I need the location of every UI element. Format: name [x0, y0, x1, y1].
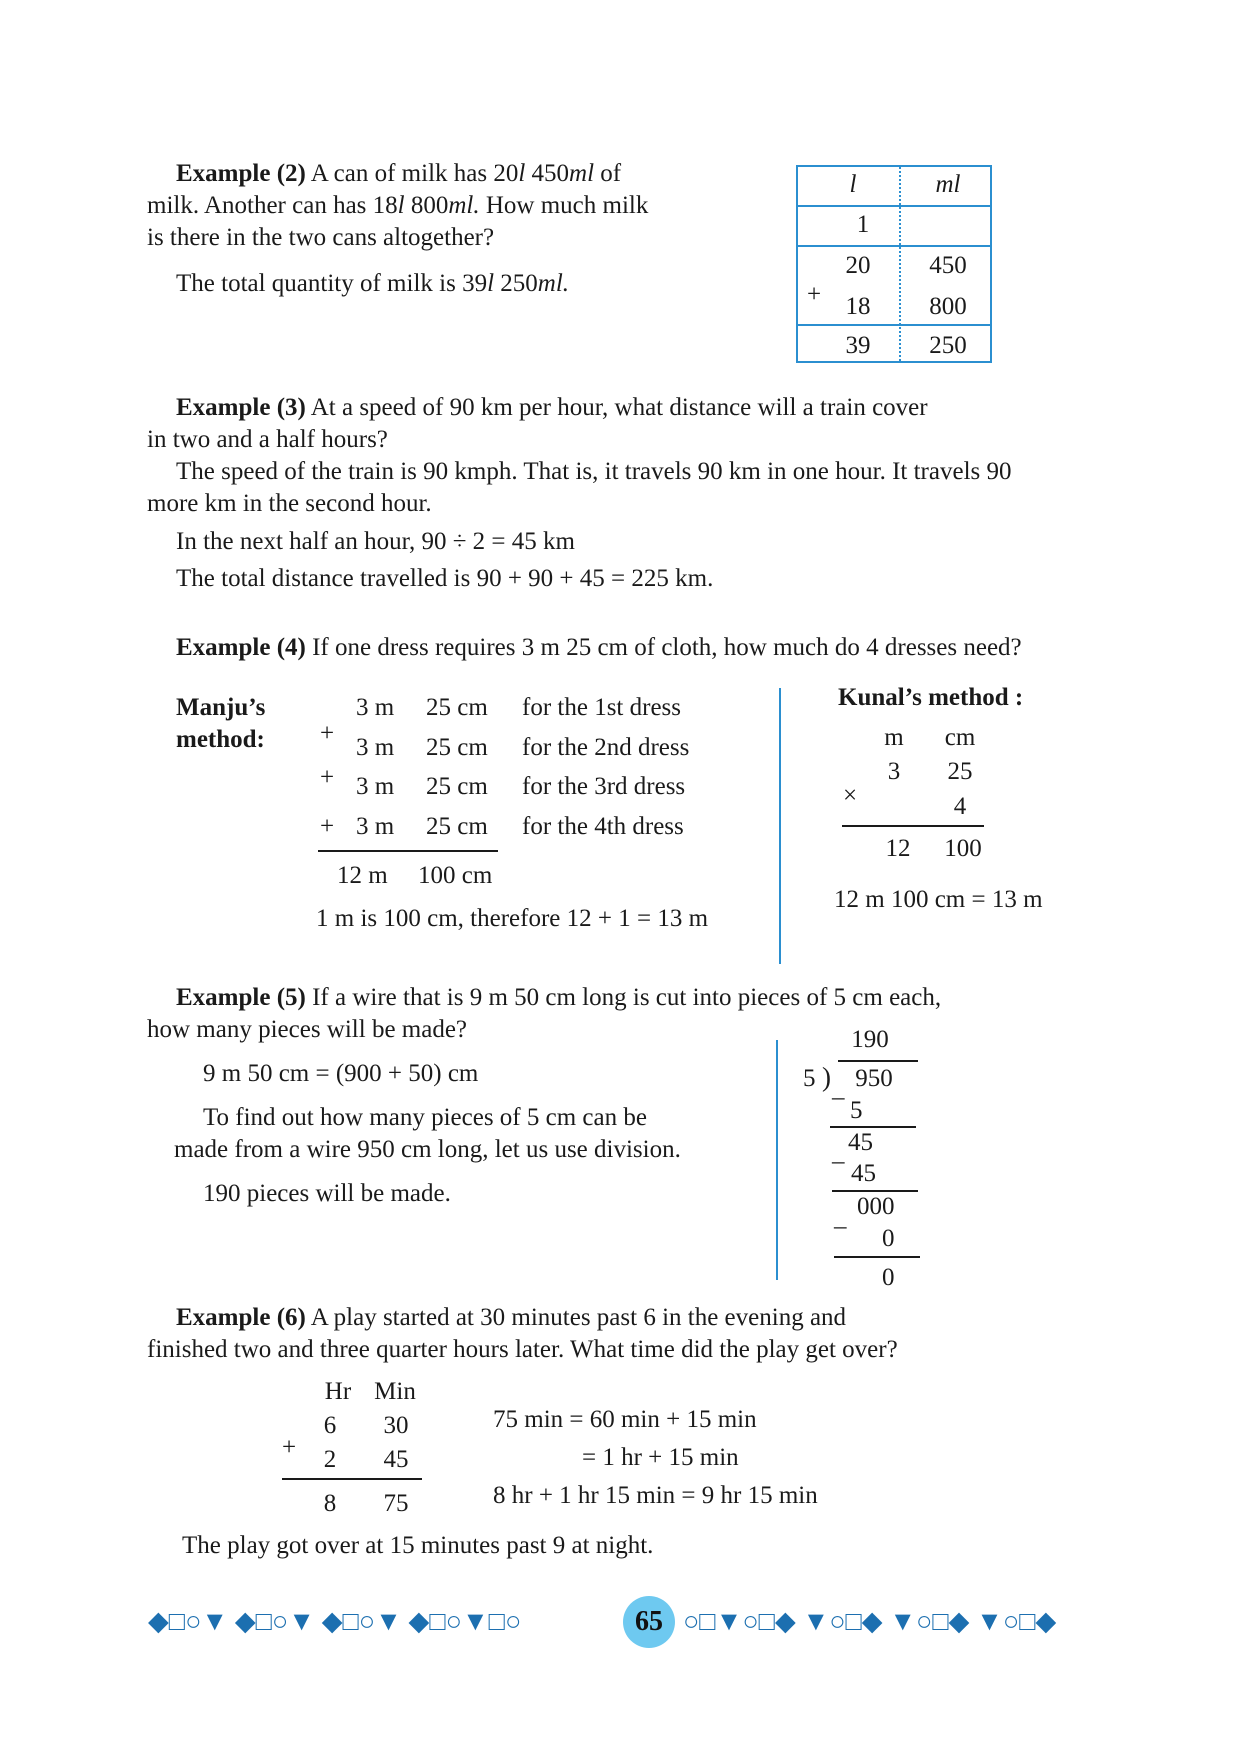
time-sum-line — [282, 1478, 422, 1480]
page-number: 65 — [623, 1596, 675, 1648]
example-6-label: Example (6) — [176, 1304, 306, 1331]
manju-sign: + — [320, 813, 335, 840]
time-head-hr: Hr — [324, 1378, 352, 1405]
time-head-min: Min — [374, 1378, 416, 1405]
kunal-times-sign: × — [843, 782, 858, 809]
manju-sum-line — [318, 850, 498, 852]
example-4-question: Example (4) If one dress requires 3 m 25 cm of cloth, how much do 4 dresses need? — [176, 634, 1022, 661]
manju-centimetres: 25 cm — [426, 734, 488, 761]
minus-sign: – — [832, 1084, 845, 1111]
kunal-product-line — [842, 825, 984, 827]
manju-centimetres: 25 cm — [426, 694, 488, 721]
kunal-multiplier: 4 — [953, 793, 967, 820]
division-step: 5 — [850, 1097, 863, 1124]
table-row-divider — [798, 324, 990, 326]
example-6-line-2: finished two and three quarter hours later. What time did the play get over? — [147, 1336, 898, 1363]
division-remainder: 000 — [857, 1193, 895, 1220]
kunal-result-centimetres: 100 — [944, 835, 982, 862]
example-5-line-6: 190 pieces will be made. — [203, 1180, 451, 1207]
example-5-line-1: Example (5) If a wire that is 9 m 50 cm long is cut into pieces of 5 cm each, — [176, 984, 942, 1011]
division-dividend: 950 — [855, 1065, 893, 1092]
example-2-answer: The total quantity of milk is 39l 250ml. — [176, 270, 570, 297]
kunal-method-label: Kunal’s method : — [838, 684, 1024, 711]
manju-description: for the 2nd dress — [522, 734, 690, 761]
division-bar — [838, 1060, 918, 1062]
kunal-metres: 3 — [887, 758, 901, 785]
method-divider — [779, 688, 781, 964]
table-cell: 18 — [845, 293, 871, 320]
example-2-line-2: milk. Another can has 18l 800ml. How much milk — [147, 192, 649, 219]
example-3-line-2: in two and a half hours? — [147, 426, 388, 453]
kunal-centimetres: 25 — [947, 758, 973, 785]
division-divisor: 5 — [803, 1065, 816, 1092]
time-calc-line-3: 8 hr + 1 hr 15 min = 9 hr 15 min — [493, 1482, 818, 1509]
example-3-label: Example (3) — [176, 394, 306, 421]
manju-method-label: method: — [176, 726, 265, 753]
kunal-head-m: m — [884, 724, 904, 751]
example-6-answer: The play got over at 15 minutes past 9 at night. — [182, 1532, 654, 1559]
example-5-line-5: made from a wire 950 cm long, let us use division. — [174, 1136, 681, 1163]
time-sum-hours: 8 — [323, 1490, 337, 1517]
manju-metres: 3 m — [356, 813, 395, 840]
manju-total-centimetres: 100 cm — [418, 862, 493, 889]
time-calc-line-1: 75 min = 60 min + 15 min — [493, 1406, 757, 1433]
table-row-divider — [798, 205, 990, 207]
litre-millilitre-table — [796, 165, 992, 363]
example-2-line-3: is there in the two cans altogether? — [147, 224, 495, 251]
division-final-remainder: 0 — [882, 1264, 895, 1291]
example-3-line-3: The speed of the train is 90 kmph. That is, it travels 90 km in one hour. It travels 90 — [176, 458, 1012, 485]
manju-description: for the 4th dress — [522, 813, 684, 840]
table-cell: 20 — [845, 252, 871, 279]
example-5-line-2: how many pieces will be made? — [147, 1016, 468, 1043]
time-sum-minutes: 75 — [383, 1490, 409, 1517]
minus-sign: – — [832, 1148, 845, 1175]
example-5-line-3: 9 m 50 cm = (900 + 50) cm — [203, 1060, 479, 1087]
table-head-l: l — [849, 171, 857, 198]
manju-total-metres: 12 m — [337, 862, 388, 889]
manju-metres: 3 m — [356, 694, 395, 721]
manju-sign: + — [320, 764, 335, 791]
table-sum: 250 — [929, 332, 967, 359]
division-line — [830, 1126, 916, 1128]
time-minutes: 45 — [383, 1446, 409, 1473]
example-2-line-1: Example (2) A can of milk has 20l 450ml of — [176, 160, 622, 187]
example-4-label: Example (4) — [176, 634, 306, 661]
kunal-result-metres: 12 — [885, 835, 911, 862]
table-plus-sign: + — [806, 281, 822, 308]
table-dotted-divider — [899, 167, 901, 361]
manju-description: for the 3rd dress — [522, 773, 686, 800]
division-step: 0 — [882, 1225, 895, 1252]
division-line — [834, 1256, 920, 1258]
division-quotient: 190 — [851, 1026, 889, 1053]
table-cell: 800 — [929, 293, 967, 320]
example-6-line-1: Example (6) A play started at 30 minutes past 6 in the evening and — [176, 1304, 847, 1331]
time-minutes: 30 — [383, 1412, 409, 1439]
division-bracket: ) — [822, 1062, 831, 1092]
table-cell: 450 — [929, 252, 967, 279]
manju-metres: 3 m — [356, 773, 395, 800]
division-remainder: 45 — [848, 1129, 873, 1156]
footer-pattern-right: ○□▼○□◆ ▼○□◆ ▼○□◆ ▼○□◆ — [683, 1606, 1057, 1636]
example-3-line-6: The total distance travelled is 90 + 90 + 45 = 225 km. — [176, 565, 714, 592]
manju-note: 1 m is 100 cm, therefore 12 + 1 = 13 m — [316, 905, 709, 932]
table-head-ml: ml — [935, 171, 961, 198]
division-step: 45 — [851, 1160, 876, 1187]
table-carry: 1 — [856, 211, 870, 238]
example-3-line-4: more km in the second hour. — [147, 490, 432, 517]
division-divider — [776, 1040, 778, 1280]
manju-centimetres: 25 cm — [426, 813, 488, 840]
time-hours: 2 — [323, 1446, 337, 1473]
time-calc-line-2: = 1 hr + 15 min — [582, 1444, 739, 1471]
manju-sign: + — [320, 720, 335, 747]
time-hours: 6 — [323, 1412, 337, 1439]
table-row-divider — [798, 245, 990, 247]
example-5-label: Example (5) — [176, 984, 306, 1011]
manju-metres: 3 m — [356, 734, 395, 761]
time-plus-sign: + — [282, 1434, 297, 1461]
example-5-line-4: To find out how many pieces of 5 cm can be — [203, 1104, 647, 1131]
example-3-line-1: Example (3) At a speed of 90 km per hour, what distance will a train cover — [176, 394, 928, 421]
footer-pattern-left: ◆□○▼ ◆□○▼ ◆□○▼ ◆□○▼□○ — [148, 1606, 522, 1636]
kunal-note: 12 m 100 cm = 13 m — [834, 886, 1043, 913]
table-sum: 39 — [845, 332, 871, 359]
manju-description: for the 1st dress — [522, 694, 681, 721]
manju-centimetres: 25 cm — [426, 773, 488, 800]
kunal-head-cm: cm — [944, 724, 976, 751]
minus-sign: – — [834, 1213, 847, 1240]
example-3-line-5: In the next half an hour, 90 ÷ 2 = 45 km — [176, 528, 575, 555]
manju-method-label: Manju’s — [176, 694, 266, 721]
example-2-label: Example (2) — [176, 160, 306, 187]
